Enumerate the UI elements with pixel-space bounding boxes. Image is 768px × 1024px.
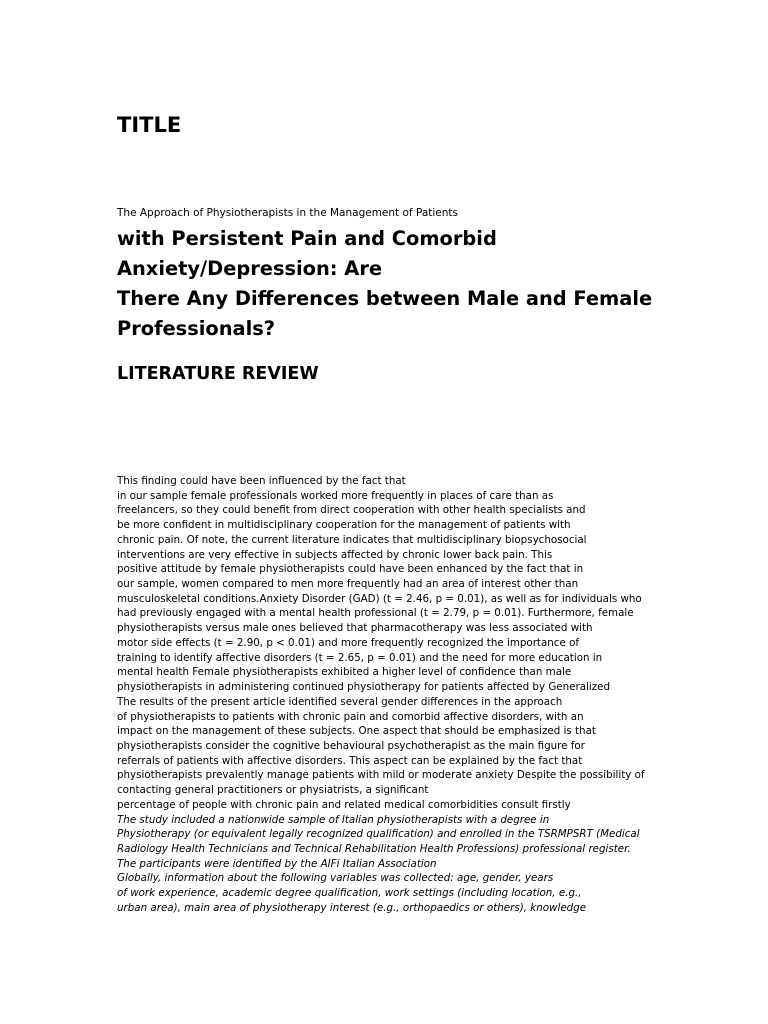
subtitle-line: Anxiety/Depression: Are	[117, 257, 383, 280]
body-line: chronic pain. Of note, the current literature indicates that multidisciplinary biopsychosocial	[117, 533, 587, 546]
page-title: TITLE	[117, 113, 182, 137]
body-line: physiotherapists consider the cognitive behavioural psychotherapist as the main figure for	[117, 739, 585, 752]
italic-body-line: Physiotherapy (or equivalent legally recognized qualification) and enrolled in the TSRMPSRT (Medical	[117, 828, 640, 841]
subtitle-line: Professionals?	[117, 317, 276, 340]
body-line: had previously engaged with a mental health professional (t = 2.79, p = 0.01). Furthermore, female	[117, 607, 634, 620]
body-line: This finding could have been influenced by the fact that	[117, 475, 406, 487]
italic-body-line: of work experience, academic degree qualification, work settings (including location, e.g.,	[117, 887, 582, 900]
body-line: motor side effects (t = 2.90, p < 0.01) and more frequently recognized the importance of	[117, 636, 579, 649]
italic-body-line: Globally, information about the following variables was collected: age, gender, years	[117, 872, 554, 885]
italic-body-line: urban area), main area of physiotherapy interest (e.g., orthopaedics or others), knowledge	[117, 901, 587, 914]
italic-body-line: The study included a nationwide sample of Italian physiotherapists with a degree in	[117, 813, 550, 826]
section-heading: LITERATURE REVIEW	[117, 364, 319, 384]
body-line: impact on the management of these subjects. One aspect that should be emphasized is that	[117, 725, 596, 738]
subtitle-line: There Any Differences between Male and Female	[117, 287, 653, 310]
italic-body-line: The participants were identified by the AIFi Italian Association	[117, 857, 437, 870]
body-line: training to identify affective disorders (t = 2.65, p = 0.01) and the need for more education in	[117, 651, 603, 664]
body-line: be more confident in multidisciplinary cooperation for the management of patients with	[117, 519, 571, 532]
body-line: The results of the present article identified several gender differences in the approach	[117, 695, 563, 708]
body-line: physiotherapists in administering continued physiotherapy for patients affected by Generalized	[117, 681, 611, 694]
body-line: percentage of people with chronic pain and related medical comorbidities consult firstly	[117, 798, 571, 811]
body-line: in our sample female professionals worked more frequently in places of care than as	[117, 489, 554, 502]
body-line: mental health Female physiotherapists exhibited a higher level of confidence than male	[117, 666, 572, 679]
body-line: physiotherapists prevalently manage patients with mild or moderate anxiety Despite the possibility of	[117, 769, 645, 782]
subtitle-small: The Approach of Physiotherapists in the Management of Patients	[117, 207, 458, 219]
body-line: referrals of patients with affective disorders. This aspect can be explained by the fact that	[117, 754, 583, 767]
subtitle-line: with Persistent Pain and Comorbid	[117, 227, 497, 250]
body-line: contacting general practitioners or physiatrists, a significant	[117, 784, 429, 797]
body-line: of physiotherapists to patients with chronic pain and comorbid affective disorders, with an	[117, 710, 584, 723]
body-line: our sample, women compared to men more frequently had an area of interest other than	[117, 578, 579, 591]
body-line: physiotherapists versus male ones believed that pharmacotherapy was less associated with	[117, 622, 593, 635]
body-line: positive attitude by female physiotherapists could have been enhanced by the fact that in	[117, 563, 584, 576]
italic-body-line: Radiology Health Technicians and Technical Rehabilitation Health Professions) professional register.	[117, 842, 631, 855]
body-line: freelancers, so they could benefit from direct cooperation with other health specialists and	[117, 504, 586, 517]
body-line: musculoskeletal conditions.Anxiety Disorder (GAD) (t = 2.46, p = 0.01), as well as for individuals who	[117, 592, 642, 605]
subtitle-heading	[117, 224, 652, 344]
body-text	[117, 474, 645, 916]
body-line: interventions are very effective in subjects affected by chronic lower back pain. This	[117, 548, 553, 561]
